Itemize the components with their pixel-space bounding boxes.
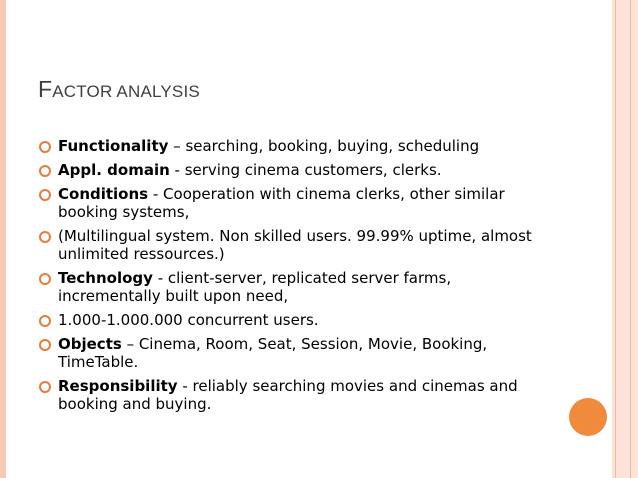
bullet-circle-icon [39, 231, 51, 243]
bullet-text: (Multilingual system. Non skilled users. 99.99% uptime, almost unlimited ressources.) [58, 227, 532, 263]
bullet-circle-icon [39, 141, 51, 153]
bullet-item [38, 185, 558, 221]
slide-title [38, 68, 200, 105]
bullet-item [38, 335, 558, 371]
bullet-text: – Cinema, Room, Seat, Session, Movie, Booking, TimeTable. [58, 335, 488, 371]
bullet-circle-icon [39, 381, 51, 393]
bullet-circle-icon [39, 189, 51, 201]
bullet-text: - reliably searching movies and cinemas and booking and buying. [58, 377, 518, 413]
bullet-term: Technology [58, 269, 153, 287]
bullet-item [38, 161, 558, 179]
bullet-item [38, 137, 558, 155]
right-decorative-line [630, 0, 631, 478]
bullet-term: Responsibility [58, 377, 178, 395]
decorative-orange-circle-icon [569, 398, 607, 436]
bullet-term: Appl. domain [58, 161, 170, 179]
bullet-text: - client-server, replicated server farms, incrementally built upon need, [58, 269, 452, 305]
bullet-text: - Cooperation with cinema clerks, other similar booking systems, [58, 185, 505, 221]
bullet-text: – searching, booking, buying, scheduling [168, 137, 480, 155]
bullet-term: Functionality [58, 137, 169, 155]
bullet-circle-icon [39, 315, 51, 327]
bullet-circle-icon [39, 273, 51, 285]
bullet-term: Objects [58, 335, 122, 353]
bullet-item [38, 269, 558, 305]
bullet-list [38, 137, 558, 419]
bullet-term: Conditions [58, 185, 149, 203]
bullet-text: 1.000-1.000.000 concurrent users. [58, 311, 319, 329]
bullet-item [38, 311, 558, 329]
right-decorative-line [615, 0, 616, 478]
slide-title-rest: ACTOR ANALYSIS [52, 82, 200, 101]
slide-title-initial: F [38, 76, 53, 102]
bullet-item [38, 377, 558, 413]
bullet-circle-icon [39, 165, 51, 177]
bullet-text: - serving cinema customers, clerks. [169, 161, 442, 179]
bullet-circle-icon [39, 339, 51, 351]
bullet-item [38, 227, 558, 263]
left-decorative-stripe [0, 0, 6, 478]
